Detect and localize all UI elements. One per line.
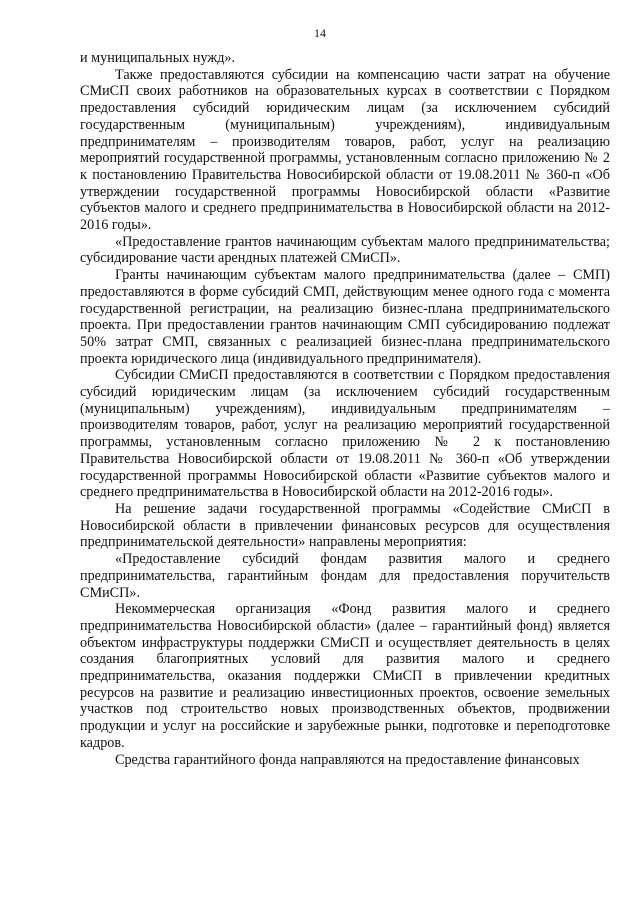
- paragraph-0: и муниципальных нужд».: [80, 50, 236, 66]
- paragraph-3: Гранты начинающим субъектам малого предпринимательства (далее – СМП) предоставляются в форме субсидий СМП, действующим менее одного года с момента государственной регистрации, на реализацию бизнес-плана предпринимательского проекта. При предоставлении грантов начинающим СМП субсидированию подлежат 50% затрат СМП, связанных с реализацией бизнес-плана предпринимательского проекта юридического лица (индивидуального предпринимателя).: [80, 267, 610, 367]
- paragraph-5: На решение задачи государственной программы «Содействие СМиСП в Новосибирской области в привлечении финансовых ресурсов для осуществления предпринимательской деятельности» направлены мероприятия:: [80, 500, 610, 551]
- page-body: [80, 50, 610, 768]
- paragraph-1: Также предоставляются субсидии на компенсацию части затрат на обучение СМиСП своих работников на образовательных курсах в соответствии с Порядком предоставления субсидий юридическим лицам (за исключением субсидий государственным (муниципальным) учреждениям), индивидуальным предпринимателям – производителям товаров, работ, услуг на реализацию мероприятий государственной программы, установленным согласно приложению № 2 к постановлению Правительства Новосибирской области от 19.08.2011 № 360-п «Об утверждении государственной программы Новосибирской области «Развитие субъектов малого и среднего предпринимательства в Новосибирской области на 2012-2016 годы».: [80, 66, 610, 234]
- paragraph-7: Некоммерческая организация «Фонд развития малого и среднего предпринимательства Новосибирской области» (далее – гарантийный фонд) является объектом инфраструктуры поддержки СМиСП и осуществляет деятельность в целях создания благоприятных условий для развития малого и среднего предпринимательства, оказания поддержки СМиСП в привлечении кредитных ресурсов на развитие и реализацию инвестиционных проектов, освоение земельных участков под строительство новых производственных объектов, продвижении продукции и услуг на российские и зарубежные рынки, подготовке и переподготовке кадров.: [80, 601, 610, 751]
- paragraph-4: Субсидии СМиСП предоставляются в соответствии с Порядком предоставления субсидий юридическим лицам (за исключением субсидий государственным (муниципальным) учреждениям), индивидуальным предпринимателям – производителям товаров, работ, услуг на реализацию мероприятий государственной программы, установленным согласно приложению № 2 к постановлению Правительства Новосибирской области от 19.08.2011 № 360-п «Об утверждении государственной программы Новосибирской области «Развитие субъектов малого и среднего предпринимательства в Новосибирской области на 2012-2016 годы».: [80, 367, 610, 501]
- paragraph-8: Средства гарантийного фонда направляются на предоставление финансовых: [115, 751, 580, 768]
- paragraph-6: «Предоставление субсидий фондам развития малого и среднего предпринимательства, гарантийным фондам для предоставления поручительств СМиСП».: [80, 551, 610, 601]
- page-number: 14: [314, 26, 326, 40]
- paragraph-2: «Предоставление грантов начинающим субъектам малого предпринимательства; субсидирование части арендных платежей СМиСП».: [80, 233, 610, 267]
